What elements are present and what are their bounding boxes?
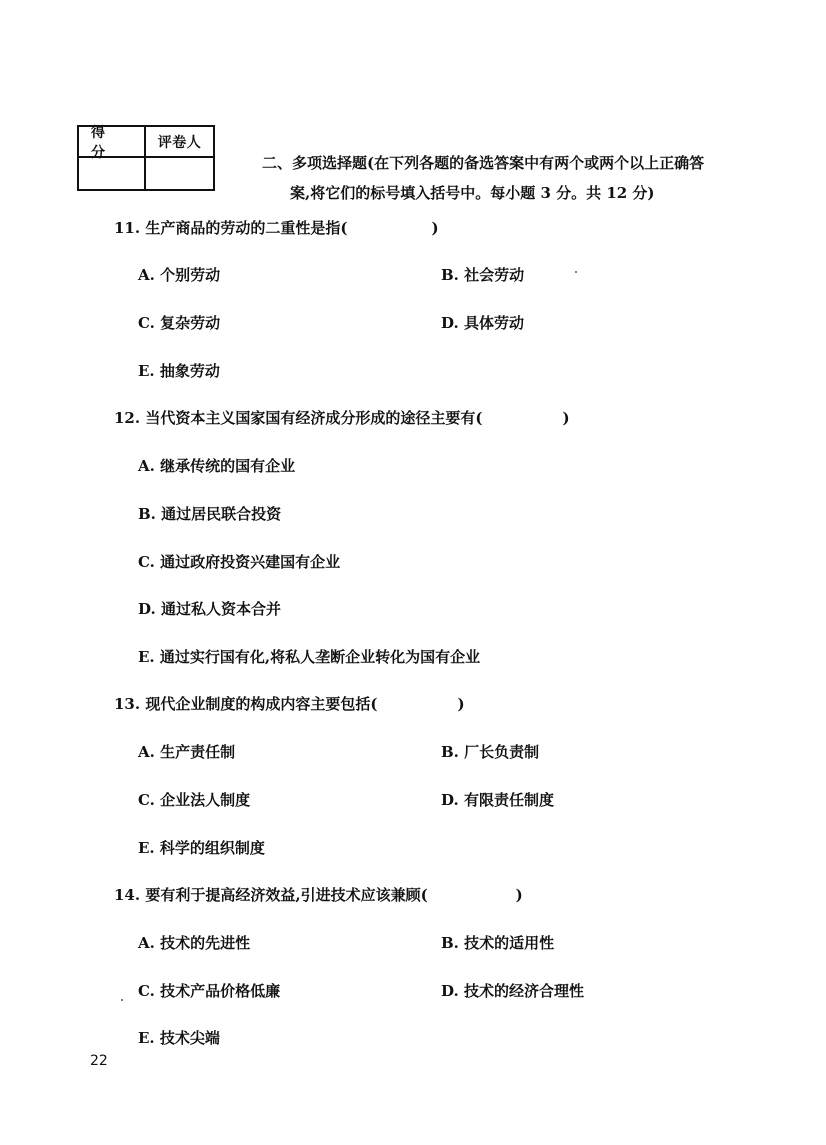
question-close-bracket: ) [562, 409, 570, 427]
question-12 [114, 407, 570, 428]
scan-speck [121, 999, 123, 1001]
option-e: E. 科学的组织制度 [138, 839, 265, 857]
score-table [77, 125, 215, 191]
option-d: D. 有限责任制度 [441, 791, 554, 809]
option-a: A. 个别劳动 [138, 266, 221, 284]
option-c: C. 技术产品价格低廉 [138, 982, 281, 1000]
question-number: 13. [114, 695, 141, 713]
option-c: C. 复杂劳动 [138, 314, 221, 332]
option-d: D. 技术的经济合理性 [441, 982, 584, 1000]
option-c: C. 企业法人制度 [138, 791, 251, 809]
scan-speck [575, 271, 577, 273]
question-close-bracket: ) [431, 219, 439, 237]
question-number: 12. [114, 409, 141, 427]
question-close-bracket: ) [515, 886, 523, 904]
score-input-cell[interactable] [79, 158, 146, 189]
section-title-line2: 案,将它们的标号填入括号中。每小题 3 分。共 12 分) [290, 184, 655, 202]
section-title-line1: 二、多项选择题(在下列各题的备选答案中有两个或两个以上正确答 [262, 154, 705, 172]
option-e: E. 技术尖端 [138, 1029, 220, 1047]
option-d: D. 通过私人资本合并 [138, 600, 281, 618]
section-title [262, 148, 762, 208]
question-stem: 现代企业制度的构成内容主要包括( [145, 695, 378, 713]
page-number: 22 [90, 1053, 108, 1069]
question-11 [114, 217, 439, 238]
question-number: 11. [114, 219, 141, 237]
question-stem: 当代资本主义国家国有经济成分形成的途径主要有( [145, 409, 483, 427]
option-d: D. 具体劳动 [441, 314, 524, 332]
option-e: E. 通过实行国有化,将私人垄断企业转化为国有企业 [138, 648, 481, 666]
option-b: B. 社会劳动 [441, 266, 525, 284]
grader-input-cell[interactable] [146, 158, 213, 189]
option-a: A. 生产责任制 [138, 743, 236, 761]
option-b: B. 通过居民联合投资 [138, 505, 282, 523]
question-14 [114, 884, 523, 905]
option-a: A. 技术的先进性 [138, 934, 251, 952]
option-e: E. 抽象劳动 [138, 362, 220, 380]
question-number: 14. [114, 886, 141, 904]
option-c: C. 通过政府投资兴建国有企业 [138, 553, 341, 571]
question-stem: 要有利于提高经济效益,引进技术应该兼顾( [145, 886, 428, 904]
option-a: A. 继承传统的国有企业 [138, 457, 296, 475]
option-b: B. 厂长负责制 [441, 743, 540, 761]
question-13 [114, 693, 465, 714]
question-stem: 生产商品的劳动的二重性是指( [145, 219, 348, 237]
question-close-bracket: ) [457, 695, 465, 713]
option-b: B. 技术的适用性 [441, 934, 555, 952]
grader-label: 评卷人 [146, 127, 213, 158]
score-label: 得分 [79, 127, 146, 158]
